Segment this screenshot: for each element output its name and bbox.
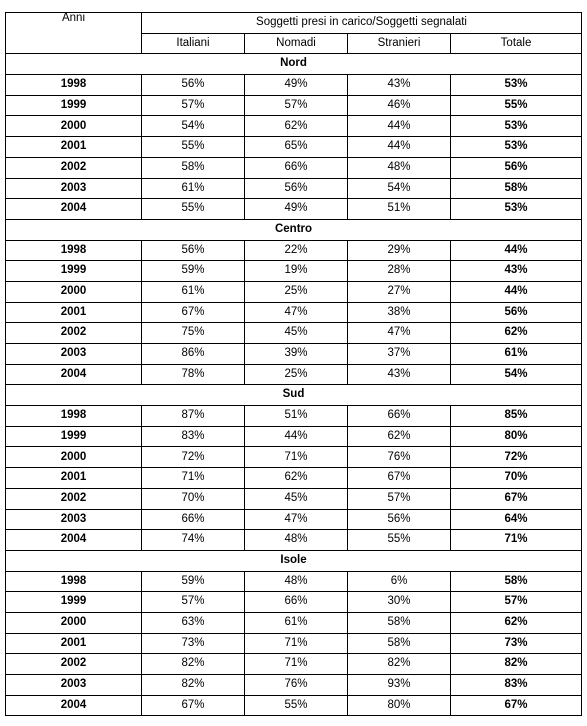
table-row [6, 530, 582, 551]
stranieri-cell: 58% [348, 633, 451, 654]
table-row [6, 633, 582, 654]
table-row [6, 240, 582, 261]
stranieri-cell: 43% [348, 75, 451, 96]
nomadi-cell: 61% [245, 612, 348, 633]
nomadi-cell: 47% [245, 302, 348, 323]
table-row [6, 592, 582, 613]
group-column-header: Soggetti presi in carico/Soggetti segnalati [142, 13, 582, 34]
stranieri-cell: 55% [348, 530, 451, 551]
totale-cell: 62% [451, 323, 582, 344]
year-cell: 2001 [6, 468, 142, 489]
year-cell: 2000 [6, 447, 142, 468]
italiani-cell: 87% [142, 406, 245, 427]
table-row [6, 302, 582, 323]
totale-cell: 54% [451, 364, 582, 385]
stranieri-cell: 54% [348, 178, 451, 199]
totale-cell: 53% [451, 75, 582, 96]
italiani-cell: 73% [142, 633, 245, 654]
table-row [6, 675, 582, 696]
nomadi-cell: 62% [245, 468, 348, 489]
year-cell: 2004 [6, 530, 142, 551]
italiani-cell: 63% [142, 612, 245, 633]
totale-cell: 57% [451, 592, 582, 613]
nomadi-cell: 56% [245, 178, 348, 199]
section-row [6, 385, 582, 406]
nomadi-cell: 44% [245, 426, 348, 447]
stranieri-cell: 47% [348, 323, 451, 344]
italiani-cell: 58% [142, 157, 245, 178]
stranieri-cell: 56% [348, 509, 451, 530]
totale-cell: 67% [451, 488, 582, 509]
italiani-cell: 82% [142, 675, 245, 696]
table-row [6, 281, 582, 302]
italiani-cell: 72% [142, 447, 245, 468]
totale-cell: 53% [451, 199, 582, 220]
italiani-cell: 67% [142, 695, 245, 716]
italiani-cell: 66% [142, 509, 245, 530]
table-row [6, 95, 582, 116]
stranieri-cell: 44% [348, 137, 451, 158]
section-row [6, 219, 582, 240]
nomadi-cell: 45% [245, 323, 348, 344]
nomadi-cell: 48% [245, 530, 348, 551]
table-row [6, 695, 582, 716]
year-cell: 1999 [6, 592, 142, 613]
stranieri-cell: 93% [348, 675, 451, 696]
year-cell: 2001 [6, 302, 142, 323]
table-body [6, 13, 582, 716]
nomadi-cell: 71% [245, 447, 348, 468]
nomadi-cell: 76% [245, 675, 348, 696]
italiani-cell: 56% [142, 240, 245, 261]
totale-cell: 44% [451, 240, 582, 261]
table-row [6, 488, 582, 509]
totale-cell: 44% [451, 281, 582, 302]
section-title: Sud [6, 385, 582, 406]
italiani-cell: 83% [142, 426, 245, 447]
italiani-cell: 86% [142, 344, 245, 365]
table-row [6, 509, 582, 530]
stranieri-cell: 28% [348, 261, 451, 282]
italiani-cell: 55% [142, 137, 245, 158]
stranieri-cell: 66% [348, 406, 451, 427]
year-cell: 2001 [6, 137, 142, 158]
year-cell: 2004 [6, 695, 142, 716]
stranieri-cell: 48% [348, 157, 451, 178]
nomadi-cell: 71% [245, 633, 348, 654]
table-row [6, 178, 582, 199]
stranieri-cell: 46% [348, 95, 451, 116]
stranieri-cell: 51% [348, 199, 451, 220]
totale-cell: 62% [451, 612, 582, 633]
year-cell: 2000 [6, 281, 142, 302]
year-cell: 1999 [6, 261, 142, 282]
totale-cell: 71% [451, 530, 582, 551]
stranieri-cell: 30% [348, 592, 451, 613]
table-row [6, 447, 582, 468]
italiani-cell: 57% [142, 592, 245, 613]
table-row [6, 426, 582, 447]
nomadi-cell: 49% [245, 75, 348, 96]
nomadi-cell: 71% [245, 654, 348, 675]
table-row [6, 75, 582, 96]
totale-cell: 55% [451, 95, 582, 116]
table-row [6, 344, 582, 365]
year-cell: 2003 [6, 675, 142, 696]
stranieri-cell: 27% [348, 281, 451, 302]
statistics-table [5, 12, 582, 716]
table-row [6, 137, 582, 158]
nomadi-cell: 19% [245, 261, 348, 282]
totale-cell: 70% [451, 468, 582, 489]
header-row-group [6, 13, 582, 34]
nomadi-cell: 48% [245, 571, 348, 592]
year-cell: 2001 [6, 633, 142, 654]
nomadi-cell: 57% [245, 95, 348, 116]
column-header-stranieri: Stranieri [348, 33, 451, 54]
totale-cell: 82% [451, 654, 582, 675]
table-row [6, 323, 582, 344]
italiani-cell: 71% [142, 468, 245, 489]
totale-cell: 53% [451, 116, 582, 137]
stranieri-cell: 80% [348, 695, 451, 716]
section-row [6, 54, 582, 75]
italiani-cell: 78% [142, 364, 245, 385]
table-row [6, 261, 582, 282]
table-row [6, 406, 582, 427]
totale-cell: 67% [451, 695, 582, 716]
table-row [6, 364, 582, 385]
table-row [6, 199, 582, 220]
totale-cell: 58% [451, 178, 582, 199]
column-header-nomadi: Nomadi [245, 33, 348, 54]
italiani-cell: 59% [142, 261, 245, 282]
stranieri-cell: 82% [348, 654, 451, 675]
italiani-cell: 56% [142, 75, 245, 96]
year-cell: 1998 [6, 240, 142, 261]
nomadi-cell: 47% [245, 509, 348, 530]
column-header-totale: Totale [451, 33, 582, 54]
year-cell: 1999 [6, 426, 142, 447]
totale-cell: 58% [451, 571, 582, 592]
nomadi-cell: 65% [245, 137, 348, 158]
section-title: Nord [6, 54, 582, 75]
totale-cell: 53% [451, 137, 582, 158]
year-cell: 2003 [6, 344, 142, 365]
italiani-cell: 55% [142, 199, 245, 220]
nomadi-cell: 66% [245, 592, 348, 613]
stranieri-cell: 37% [348, 344, 451, 365]
totale-cell: 85% [451, 406, 582, 427]
totale-cell: 64% [451, 509, 582, 530]
nomadi-cell: 39% [245, 344, 348, 365]
year-cell: 1998 [6, 75, 142, 96]
totale-cell: 73% [451, 633, 582, 654]
totale-cell: 43% [451, 261, 582, 282]
year-cell: 2002 [6, 323, 142, 344]
year-cell: 1999 [6, 95, 142, 116]
table-row [6, 157, 582, 178]
totale-cell: 56% [451, 302, 582, 323]
italiani-cell: 59% [142, 571, 245, 592]
stranieri-cell: 43% [348, 364, 451, 385]
stranieri-cell: 6% [348, 571, 451, 592]
year-cell: 2003 [6, 509, 142, 530]
stranieri-cell: 58% [348, 612, 451, 633]
nomadi-cell: 62% [245, 116, 348, 137]
year-cell: 2004 [6, 199, 142, 220]
totale-cell: 72% [451, 447, 582, 468]
section-title: Centro [6, 219, 582, 240]
italiani-cell: 74% [142, 530, 245, 551]
table-row [6, 654, 582, 675]
stranieri-cell: 44% [348, 116, 451, 137]
table-row [6, 612, 582, 633]
italiani-cell: 67% [142, 302, 245, 323]
table-row [6, 571, 582, 592]
totale-cell: 56% [451, 157, 582, 178]
table-row [6, 468, 582, 489]
stranieri-cell: 57% [348, 488, 451, 509]
stranieri-cell: 76% [348, 447, 451, 468]
year-cell: 1998 [6, 571, 142, 592]
section-row [6, 550, 582, 571]
nomadi-cell: 51% [245, 406, 348, 427]
years-column-header: Anni [6, 13, 142, 54]
section-title: Isole [6, 550, 582, 571]
nomadi-cell: 45% [245, 488, 348, 509]
year-cell: 2002 [6, 654, 142, 675]
italiani-cell: 61% [142, 178, 245, 199]
nomadi-cell: 22% [245, 240, 348, 261]
italiani-cell: 82% [142, 654, 245, 675]
totale-cell: 83% [451, 675, 582, 696]
year-cell: 2000 [6, 612, 142, 633]
year-cell: 2003 [6, 178, 142, 199]
year-cell: 2000 [6, 116, 142, 137]
totale-cell: 61% [451, 344, 582, 365]
italiani-cell: 61% [142, 281, 245, 302]
year-cell: 2002 [6, 488, 142, 509]
nomadi-cell: 25% [245, 364, 348, 385]
stranieri-cell: 29% [348, 240, 451, 261]
italiani-cell: 57% [142, 95, 245, 116]
year-cell: 1998 [6, 406, 142, 427]
totale-cell: 80% [451, 426, 582, 447]
nomadi-cell: 55% [245, 695, 348, 716]
nomadi-cell: 66% [245, 157, 348, 178]
stranieri-cell: 38% [348, 302, 451, 323]
italiani-cell: 70% [142, 488, 245, 509]
year-cell: 2002 [6, 157, 142, 178]
nomadi-cell: 25% [245, 281, 348, 302]
stranieri-cell: 67% [348, 468, 451, 489]
italiani-cell: 54% [142, 116, 245, 137]
italiani-cell: 75% [142, 323, 245, 344]
column-header-italiani: Italiani [142, 33, 245, 54]
year-cell: 2004 [6, 364, 142, 385]
nomadi-cell: 49% [245, 199, 348, 220]
table-row [6, 116, 582, 137]
stranieri-cell: 62% [348, 426, 451, 447]
